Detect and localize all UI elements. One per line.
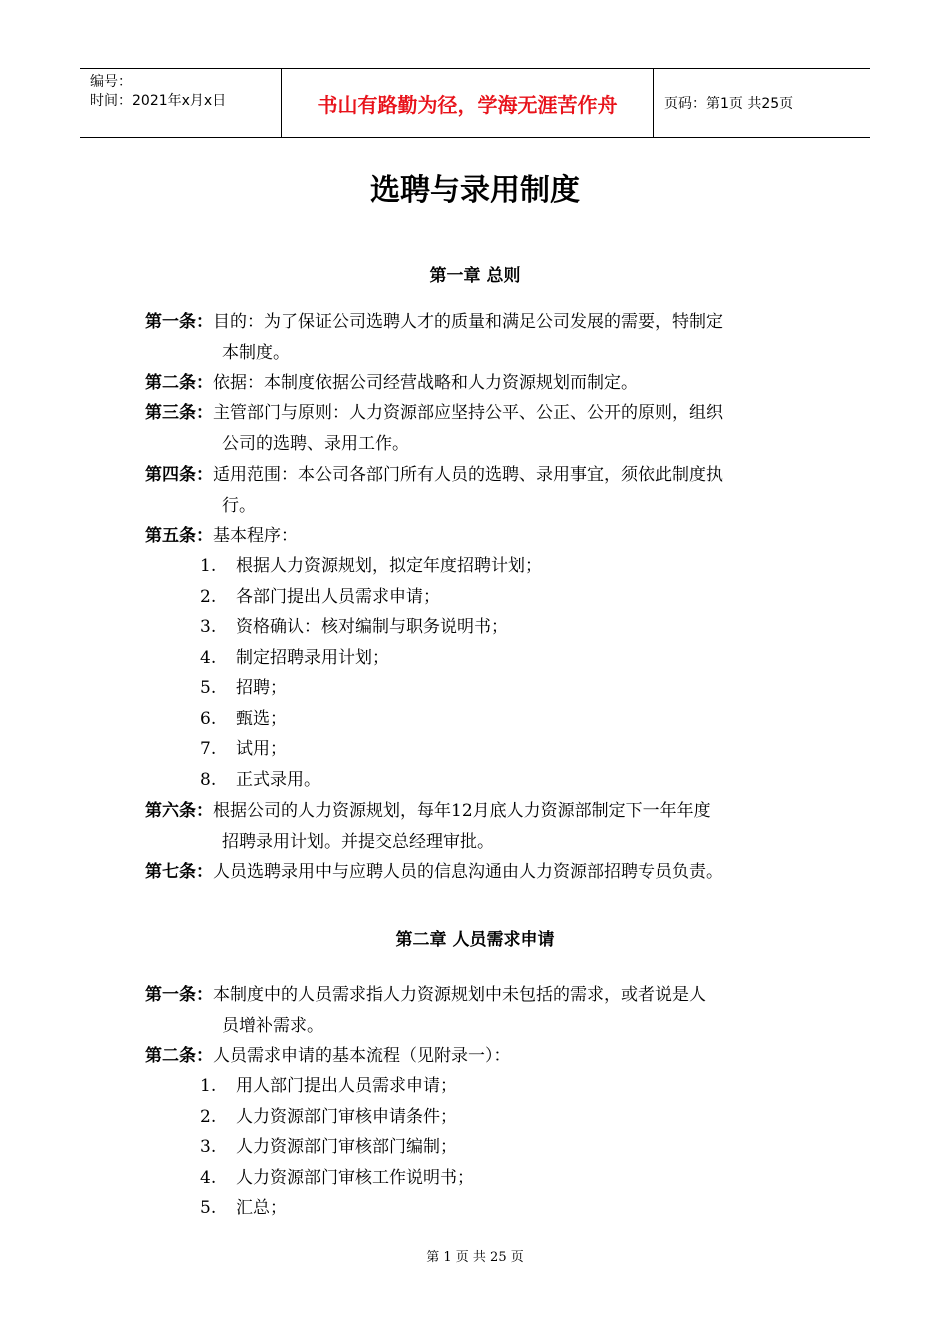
header-motto: 书山有路勤为径，学海无涯苦作舟: [282, 69, 654, 137]
procedure-item: [200, 643, 389, 673]
item-text: 人力资源部门审核部门编制；: [236, 1137, 457, 1157]
procedure-item: [200, 582, 440, 612]
article-text-cont: 行。: [222, 496, 256, 516]
item-text: 根据人力资源规划，拟定年度招聘计划；: [236, 556, 542, 576]
ch1-article-1: [145, 307, 825, 369]
item-number: 4.: [200, 648, 217, 668]
item-text: 试用；: [236, 739, 287, 759]
procedure-item: [200, 673, 287, 703]
item-text: 资格确认：核对编制与职务说明书；: [236, 617, 508, 637]
procedure-item: [200, 765, 321, 795]
article-text: 基本程序：: [213, 526, 298, 546]
header-meta: [80, 69, 282, 137]
item-number: 7.: [200, 739, 217, 759]
article-label: 第一条：: [145, 312, 213, 332]
chapter-2-title: 第二章 人员需求申请: [395, 930, 555, 950]
article-text-cont: 员增补需求。: [222, 1016, 324, 1036]
article-text: 依据：本制度依据公司经营战略和人力资源规划而制定。: [213, 373, 638, 393]
item-number: 2.: [200, 1107, 217, 1127]
ch2-article-1: [145, 980, 825, 1042]
procedure-item: [200, 734, 287, 764]
item-text: 用人部门提出人员需求申请；: [236, 1076, 457, 1096]
flow-item: [200, 1132, 457, 1162]
procedure-item: [200, 551, 542, 581]
item-number: 5.: [200, 678, 217, 698]
item-number: 4.: [200, 1168, 217, 1188]
flow-item: [200, 1102, 457, 1132]
item-number: 6.: [200, 709, 217, 729]
ch1-article-6: [145, 796, 825, 858]
article-text: 人员选聘录用中与应聘人员的信息沟通由人力资源部招聘专员负责。: [213, 862, 723, 882]
item-number: 5.: [200, 1198, 217, 1218]
article-label: 第五条：: [145, 526, 213, 546]
document-title: 选聘与录用制度: [370, 173, 580, 208]
time-label: 时间：2021年x月x日: [90, 93, 227, 109]
item-text: 招聘；: [236, 678, 287, 698]
ch1-article-7: [145, 857, 825, 888]
item-number: 3.: [200, 1137, 217, 1157]
item-text: 人力资源部门审核工作说明书；: [236, 1168, 474, 1188]
item-number: 1.: [200, 556, 217, 576]
item-number: 2.: [200, 587, 217, 607]
item-text: 正式录用。: [236, 770, 321, 790]
document-header: [80, 68, 870, 138]
ch1-article-5: [145, 521, 825, 552]
item-text: 各部门提出人员需求申请；: [236, 587, 440, 607]
item-text: 汇总；: [236, 1198, 287, 1218]
procedure-item: [200, 612, 508, 642]
article-label: 第四条：: [145, 465, 213, 485]
item-number: 1.: [200, 1076, 217, 1096]
article-text: 根据公司的人力资源规划，每年12月底人力资源部制定下一年年度: [213, 801, 711, 821]
chapter-1-title: 第一章 总则: [429, 266, 521, 286]
ch1-article-2: [145, 368, 825, 399]
flow-item: [200, 1193, 287, 1223]
procedure-item: [200, 704, 287, 734]
item-text: 制定招聘录用计划；: [236, 648, 389, 668]
ch1-article-3: [145, 398, 825, 460]
article-text: 人员需求申请的基本流程（见附录一）：: [213, 1046, 511, 1066]
flow-item: [200, 1163, 474, 1193]
item-number: 8.: [200, 770, 217, 790]
article-label: 第二条：: [145, 373, 213, 393]
article-text-cont: 招聘录用计划。并提交总经理审批。: [222, 832, 494, 852]
item-text: 人力资源部门审核申请条件；: [236, 1107, 457, 1127]
flow-item: [200, 1071, 457, 1101]
number-label: 编号：: [90, 74, 132, 90]
article-text: 本制度中的人员需求指人力资源规划中未包括的需求，或者说是人: [213, 985, 706, 1005]
article-label: 第一条：: [145, 985, 213, 1005]
article-label: 第七条：: [145, 862, 213, 882]
article-label: 第六条：: [145, 801, 213, 821]
article-text: 适用范围：本公司各部门所有人员的选聘、录用事宜，须依此制度执: [213, 465, 723, 485]
article-label: 第三条：: [145, 403, 213, 423]
item-number: 3.: [200, 617, 217, 637]
article-label: 第二条：: [145, 1046, 213, 1066]
item-text: 甄选；: [236, 709, 287, 729]
page-footer: 第 1 页 共 25 页: [426, 1250, 524, 1265]
article-text: 主管部门与原则：人力资源部应坚持公平、公正、公开的原则，组织: [213, 403, 723, 423]
header-page-info: 页码：第1页 共25页: [664, 96, 794, 112]
ch2-article-2: [145, 1041, 825, 1072]
ch1-article-4: [145, 460, 825, 522]
article-text-cont: 本制度。: [222, 343, 290, 363]
article-text-cont: 公司的选聘、录用工作。: [222, 434, 409, 454]
article-text: 目的：为了保证公司选聘人才的质量和满足公司发展的需要，特制定: [213, 312, 723, 332]
